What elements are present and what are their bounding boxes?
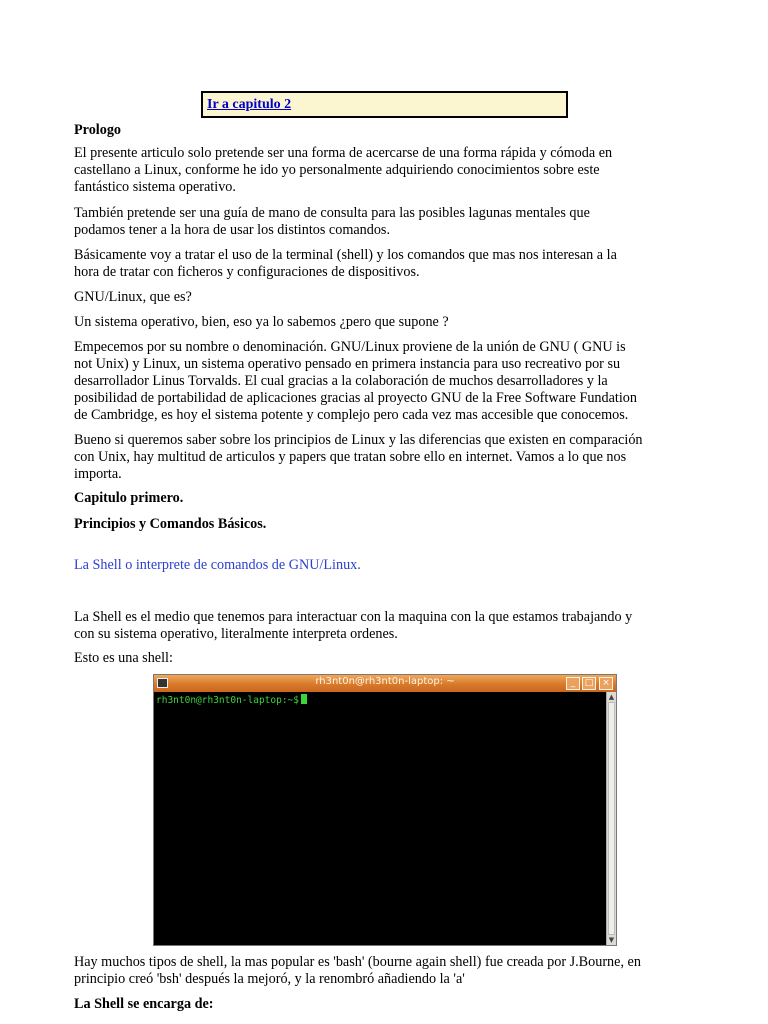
heading-prologo: Prologo (74, 122, 122, 138)
paragraph-line: importa. (74, 466, 122, 482)
terminal-screenshot (153, 674, 617, 946)
scroll-thumb (608, 702, 615, 935)
paragraph-line: desarrollador Linus Torvalds. El cual gracias a la colaboración de muchos desarrolladores y la (74, 373, 608, 389)
minimize-icon: _ (566, 677, 580, 690)
scroll-up-icon: ▲ (608, 693, 615, 701)
terminal-scrollbar (606, 692, 616, 945)
paragraph-line: También pretende ser una guía de mano de consulta para las posibles lagunas mentales que (74, 205, 590, 221)
cursor-block (301, 694, 307, 704)
paragraph-line: principio creó 'bsh' después la mejoró, y la renombró añadiendo la 'a' (74, 971, 465, 987)
go-to-chapter-2-link[interactable]: Ir a capitulo 2 (207, 97, 292, 112)
close-icon: × (599, 677, 613, 690)
paragraph-line: Esto es una shell: (74, 650, 173, 666)
terminal-titlebar (154, 675, 616, 692)
heading-capitulo-primero: Capitulo primero. (74, 490, 184, 506)
paragraph-line: de Cambridge, es hoy el sistema potente y complejo pero cada vez mas accesible que conocemos. (74, 407, 629, 423)
heading-shell: La Shell o interprete de comandos de GNU/Linux. (74, 557, 361, 573)
paragraph-line: con Unix, hay multitud de articulos y papers que tratan sobre ello en internet. Vamos a lo que nos (74, 449, 627, 465)
maximize-icon: □ (582, 677, 596, 690)
paragraph-line: GNU/Linux, que es? (74, 289, 192, 305)
paragraph-line: Básicamente voy a tratar el uso de la terminal (shell) y los comandos que mas nos interesan a la (74, 247, 617, 263)
prompt-text: rh3nt0n@rh3nt0n-laptop:~$ (156, 695, 299, 706)
paragraph-line: fantástico sistema operativo. (74, 179, 236, 195)
paragraph-line: not Unix) y Linux, un sistema operativo pensado en primera instancia para uso recreativo por su (74, 356, 621, 372)
scroll-down-icon: ▼ (608, 936, 615, 944)
paragraph-line: con su sistema operativo, literalmente interpreta ordenes. (74, 626, 398, 642)
paragraph-line: Bueno si queremos saber sobre los principios de Linux y las diferencias que existen en comparación (74, 432, 643, 448)
terminal-prompt (156, 694, 307, 706)
terminal-title: rh3nt0n@rh3nt0n-laptop: ~ (315, 676, 455, 687)
paragraph-line: posibilidad de portabilidad de aplicaciones gracias al proyecto GNU de la Free Software Fundation (74, 390, 637, 406)
heading-shell-tasks: La Shell se encarga de: (74, 996, 214, 1012)
chapter-link-box (201, 91, 568, 118)
paragraph-line: Empecemos por su nombre o denominación. GNU/Linux proviene de la unión de GNU ( GNU is (74, 339, 626, 355)
paragraph-line: hora de tratar con ficheros y configuraciones de dispositivos. (74, 264, 420, 280)
paragraph-line: castellano a Linux, conforme he ido yo personalmente adquiriendo conocimientos sobre este (74, 162, 600, 178)
paragraph-line: podamos tener a la hora de usar los distintos comandos. (74, 222, 390, 238)
heading-principios: Principios y Comandos Básicos. (74, 516, 267, 532)
paragraph-line: Hay muchos tipos de shell, la mas popular es 'bash' (bourne again shell) fue creada por J.Bourne, en (74, 954, 641, 970)
paragraph-line: La Shell es el medio que tenemos para interactuar con la maquina con la que estamos trabajando y (74, 609, 633, 625)
paragraph-line: Un sistema operativo, bien, eso ya lo sabemos ¿pero que supone ? (74, 314, 449, 330)
paragraph-line: El presente articulo solo pretende ser una forma de acercarse de una forma rápida y cómoda en (74, 145, 613, 161)
